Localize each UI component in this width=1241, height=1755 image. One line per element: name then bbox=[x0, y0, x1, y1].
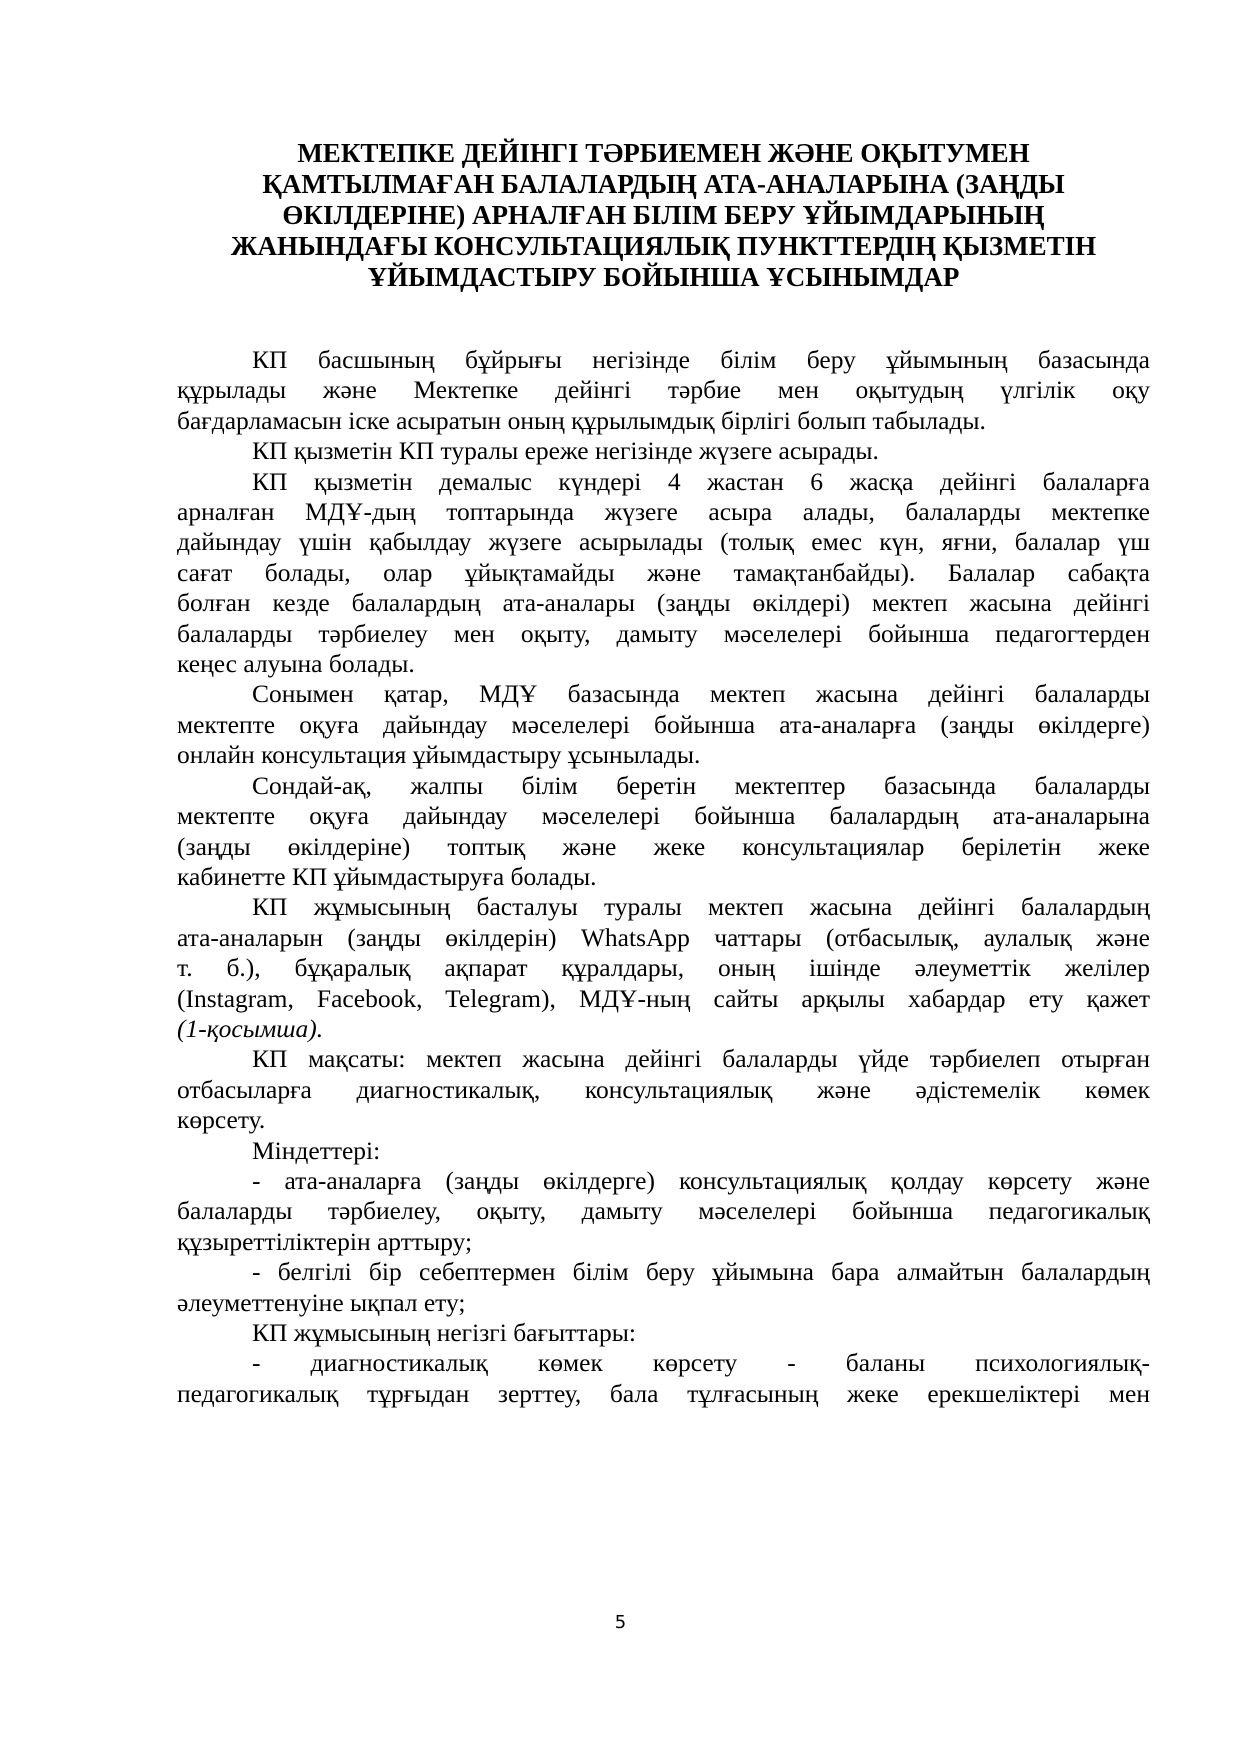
paragraph-tasks-heading bbox=[177, 1136, 1150, 1166]
appendix-reference: (1-қосымша). bbox=[177, 1013, 324, 1043]
paragraph-goal bbox=[177, 1044, 1150, 1135]
document-body bbox=[177, 345, 1150, 1409]
text-line: мектепте оқуға дайындау мәселелері бойынша ата-аналарға (заңды өкілдерге) bbox=[177, 709, 1150, 739]
text-line: әлеуметтенуіне ықпал ету; bbox=[177, 1287, 466, 1317]
paragraph-directions-heading bbox=[177, 1318, 1150, 1348]
list-item-task-2 bbox=[177, 1257, 1150, 1318]
text-line: (заңды өкілдеріне) топтық және жеке консультациялар берілетін жеке bbox=[177, 831, 1150, 861]
text-line: бағдарламасын іске асыратын оның құрылымдық бірлігі болып табылады. bbox=[177, 405, 986, 435]
title-line: ҚАМТЫЛМАҒАН БАЛАЛАРДЫҢ АТА-АНАЛАРЫНА (ЗАҢДЫ bbox=[262, 169, 1065, 199]
text-line: КП жұмысының негізгі бағыттары: bbox=[252, 1318, 636, 1347]
page-number: 5 bbox=[614, 1612, 627, 1633]
text-line: - диагностикалық көмек көрсету - баланы психологиялық- bbox=[252, 1348, 1150, 1378]
text-line: болған кезде балалардың ата-аналары (заңды өкілдері) мектеп жасына дейінгі bbox=[177, 588, 1150, 618]
text-line: отбасыларға диагностикалық, консультациялық және әдістемелік көмек bbox=[177, 1074, 1150, 1104]
text-line: балаларды тәрбиелеу мен оқыту, дамыту мәселелері бойынша педагогтерден bbox=[177, 618, 1150, 648]
text-line: КП жұмысының басталуы туралы мектеп жасына дейінгі балалардың bbox=[252, 892, 1150, 922]
text-line: онлайн консультация ұйымдастыру ұсынылады. bbox=[177, 740, 701, 770]
text-line: КП мақсаты: мектеп жасына дейінгі балаларды үйде тәрбиелеп отырған bbox=[252, 1044, 1150, 1074]
text-line: көрсету. bbox=[177, 1105, 266, 1135]
text-line: құзыреттіліктерін арттыру; bbox=[177, 1226, 473, 1256]
text-line: КП қызметін КП туралы ереже негізінде жүзеге асырады. bbox=[252, 436, 879, 466]
document-title bbox=[177, 138, 1150, 293]
paragraph-regulation bbox=[177, 436, 1150, 466]
paragraph-weekend-activity bbox=[177, 467, 1150, 680]
text-line: кабинетте КП ұйымдастыруға болады. bbox=[177, 861, 597, 891]
text-line: балаларды тәрбиелеу, оқыту, дамыту мәселелері бойынша педагогикалық bbox=[177, 1196, 1150, 1226]
paragraph-online-consultation bbox=[177, 679, 1150, 770]
text-line: кеңес алуына болады. bbox=[177, 649, 415, 679]
text-line: КП қызметін демалыс күндері 4 жастан 6 жасқа дейінгі балаларға bbox=[252, 466, 1150, 496]
title-line: ӨКІЛДЕРІНЕ) АРНАЛҒАН БІЛІМ БЕРУ ҰЙЫМДАРЫНЫҢ bbox=[282, 200, 1045, 230]
text-line: Сондай-ақ, жалпы білім беретін мектептер базасында балаларды bbox=[252, 770, 1150, 800]
paragraph-establishment bbox=[177, 345, 1150, 436]
text-line: құрылады және Мектепке дейінгі тәрбие мен оқытудың үлгілік оқу bbox=[177, 375, 1150, 405]
list-item-direction-1 bbox=[177, 1348, 1150, 1409]
text-line: - ата-аналарға (заңды өкілдерге) консультациялық қолдау көрсету және bbox=[252, 1165, 1150, 1195]
text-line: сағат болады, олар ұйықтамайды және тамақтанбайды). Балалар сабақта bbox=[177, 557, 1150, 587]
title-line: ЖАНЫНДАҒЫ КОНСУЛЬТАЦИЯЛЫҚ ПУНКТТЕРДІҢ ҚЫЗМЕТІН bbox=[230, 231, 1097, 261]
text-line: т. б.), бұқаралық ақпарат құралдары, оның ішінде әлеуметтік желілер bbox=[177, 953, 1150, 983]
text-line: Міндеттері: bbox=[252, 1135, 381, 1165]
paragraph-notification bbox=[177, 892, 1150, 1044]
title-line: МЕКТЕПКЕ ДЕЙІНГІ ТӘРБИЕМЕН ЖӘНЕ ОҚЫТУМЕН bbox=[297, 138, 1030, 168]
text-line: арналған МДҰ-дың топтарында жүзеге асыра алады, балаларды мектепке bbox=[177, 497, 1150, 527]
text-line: дайындау үшін қабылдау жүзеге асырылады (толық емес күн, яғни, балалар үш bbox=[177, 527, 1150, 557]
text-line: КП басшының бұйрығы негізінде білім беру ұйымының базасында bbox=[252, 345, 1150, 374]
paragraph-school-cabinet bbox=[177, 771, 1150, 893]
text-line: мектепте оқуға дайындау мәселелері бойынша балалардың ата-аналарына bbox=[177, 801, 1150, 831]
list-item-task-1 bbox=[177, 1166, 1150, 1257]
text-line: Сонымен қатар, МДҰ базасында мектеп жасына дейінгі балаларды bbox=[252, 679, 1150, 709]
title-line: ҰЙЫМДАСТЫРУ БОЙЫНША ҰСЫНЫМДАР bbox=[367, 262, 960, 292]
text-line: (Instagram, Facebook, Telegram), МДҰ-ның сайты арқылы хабардар ету қажет bbox=[177, 983, 1150, 1013]
text-line: - белгілі бір себептермен білім беру ұйымына бара алмайтын балалардың bbox=[252, 1257, 1150, 1287]
text-line: педагогикалық тұрғыдан зерттеу, бала тұлғасының жеке ерекшеліктері мен bbox=[177, 1378, 1150, 1408]
text-line: ата-аналарын (заңды өкілдерін) WhatsApp чаттары (отбасылық, аулалық және bbox=[177, 922, 1150, 952]
